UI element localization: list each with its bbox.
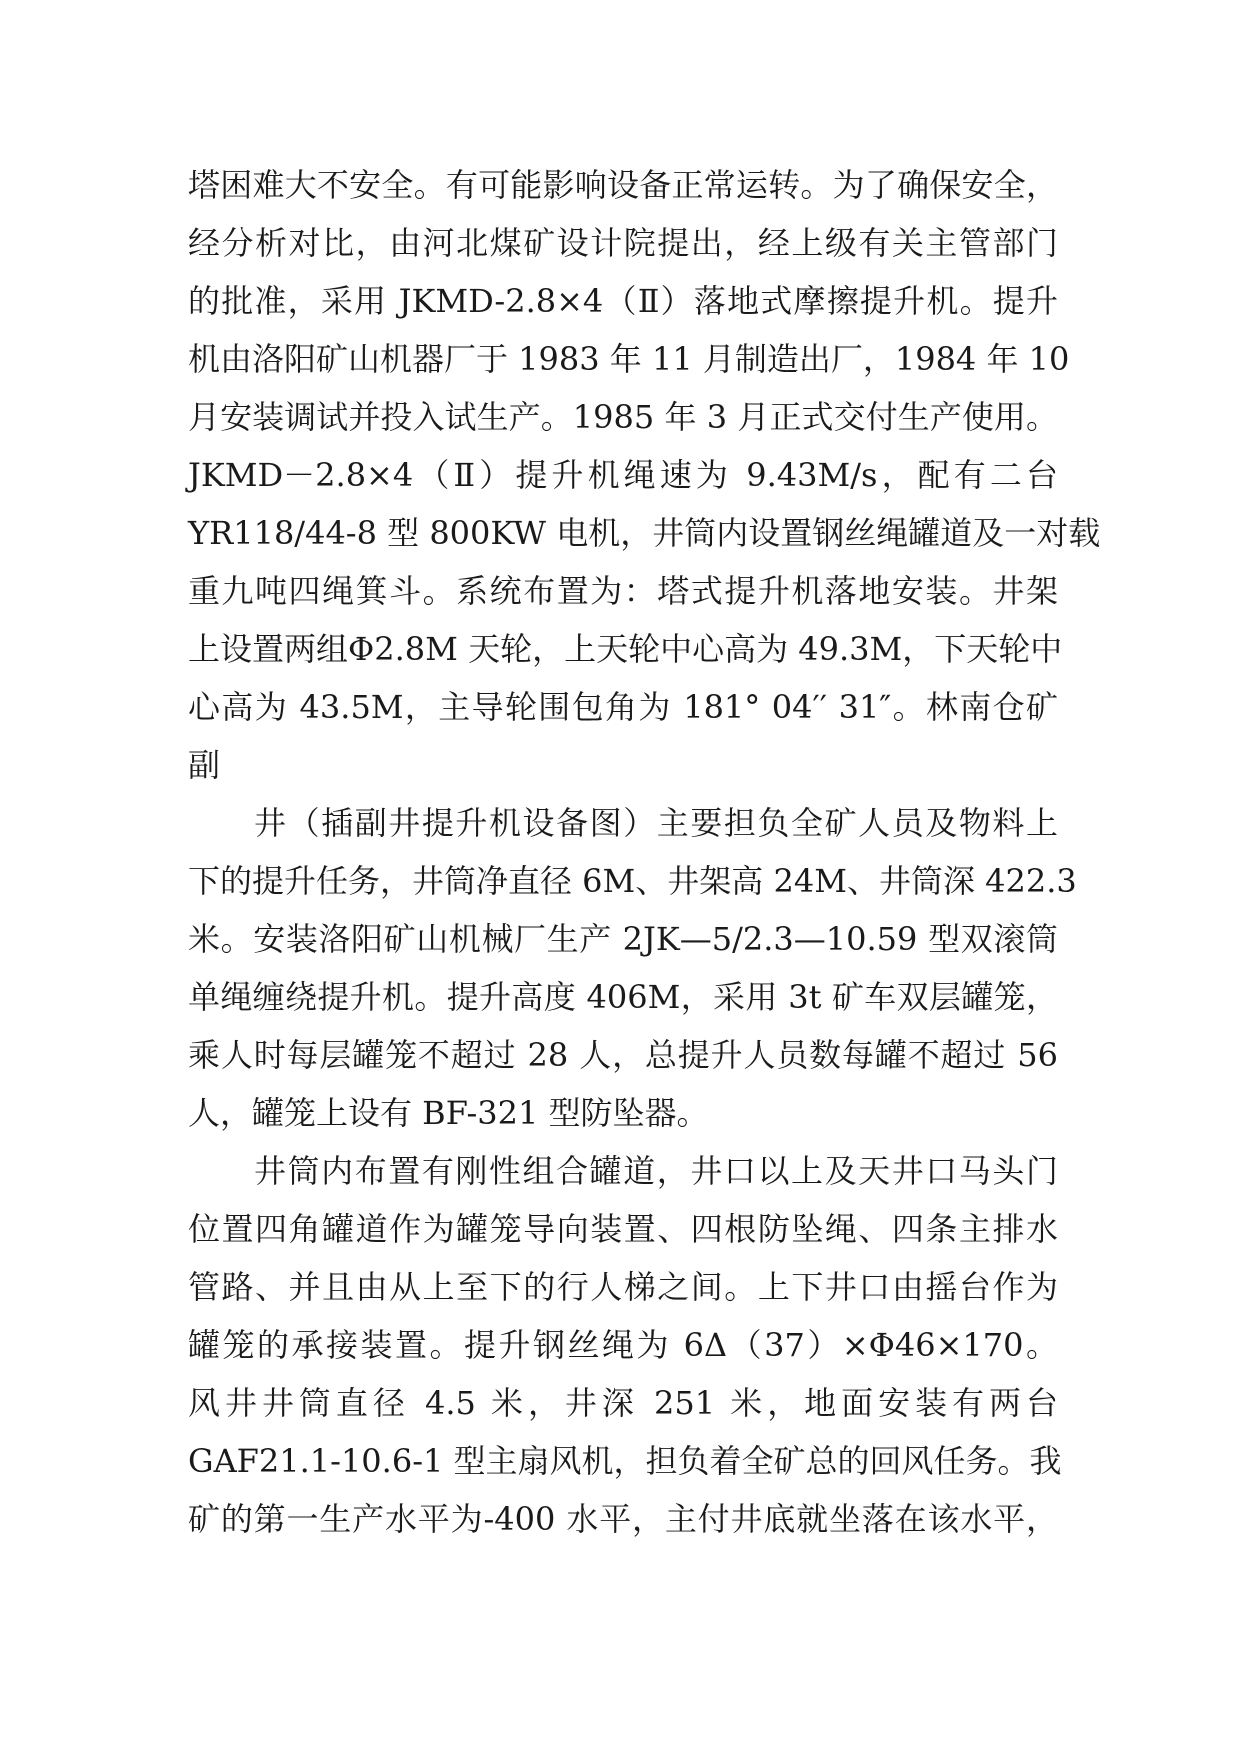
text-line: 副 — [188, 746, 221, 784]
text-line: 井（插副井提升机设备图）主要担负全矿人员及物料上 — [254, 804, 1058, 842]
text-line: 经分析对比，由河北煤矿设计院提出，经上级有关主管部门 — [188, 224, 1058, 262]
text-line: 管路、并且由从上至下的行人梯之间。上下井口由摇台作为 — [188, 1268, 1058, 1306]
text-line: 塔困难大不安全。有可能影响设备正常运转。为了确保安全， — [188, 166, 1058, 204]
text-line: 人，罐笼上设有 BF-321 型防坠器。 — [188, 1094, 709, 1132]
text-line: 位置四角罐道作为罐笼导向装置、四根防坠绳、四条主排水 — [188, 1210, 1058, 1248]
text-line: GAF21.1-10.6-1 型主扇风机，担负着全矿总的回风任务。我 — [188, 1442, 1062, 1480]
text-line: 重九吨四绳箕斗。系统布置为：塔式提升机落地安装。井架 — [188, 572, 1058, 610]
text-line: 井筒内布置有刚性组合罐道，井口以上及天井口马头门 — [254, 1152, 1058, 1190]
paragraph — [188, 794, 1077, 1142]
paragraph — [188, 156, 1101, 794]
text-line: 月安装调试并投入试生产。1985 年 3 月正式交付生产使用。 — [188, 398, 1058, 436]
text-line: 米。安装洛阳矿山机械厂生产 2JK—5/2.3—10.59 型双滚筒 — [188, 920, 1058, 958]
text-line: YR118/44-8 型 800KW 电机，井筒内设置钢丝绳罐道及一对载 — [188, 514, 1101, 552]
text-line: 机由洛阳矿山机器厂于 1983 年 11 月制造出厂，1984 年 10 — [188, 340, 1070, 378]
text-line: 乘人时每层罐笼不超过 28 人，总提升人员数每罐不超过 56 — [188, 1036, 1058, 1074]
text-line: JKMD－2.8×4（Ⅱ）提升机绳速为 9.43M/s，配有二台 — [188, 456, 1058, 494]
text-line: 的批准，采用 JKMD-2.8×4（Ⅱ）落地式摩擦提升机。提升 — [188, 282, 1058, 320]
paragraph — [188, 1142, 1062, 1548]
body-text — [188, 156, 1101, 1548]
text-line: 下的提升任务，井筒净直径 6M、井架高 24M、井筒深 422.3 — [188, 862, 1077, 900]
text-line: 上设置两组Φ2.8M 天轮，上天轮中心高为 49.3M，下天轮中 — [188, 630, 1063, 668]
text-line: 单绳缠绕提升机。提升高度 406M，采用 3t 矿车双层罐笼， — [188, 978, 1058, 1016]
text-line: 罐笼的承接装置。提升钢丝绳为 6Δ（37）×Φ46×170。 — [188, 1326, 1058, 1364]
text-line: 矿的第一生产水平为-400 水平，主付井底就坐落在该水平， — [188, 1500, 1058, 1538]
text-line: 风井井筒直径 4.5 米，井深 251 米，地面安装有两台 — [188, 1384, 1058, 1422]
text-line: 心高为 43.5M，主导轮围包角为 181° 04′′ 31″。林南仓矿 — [188, 688, 1058, 726]
